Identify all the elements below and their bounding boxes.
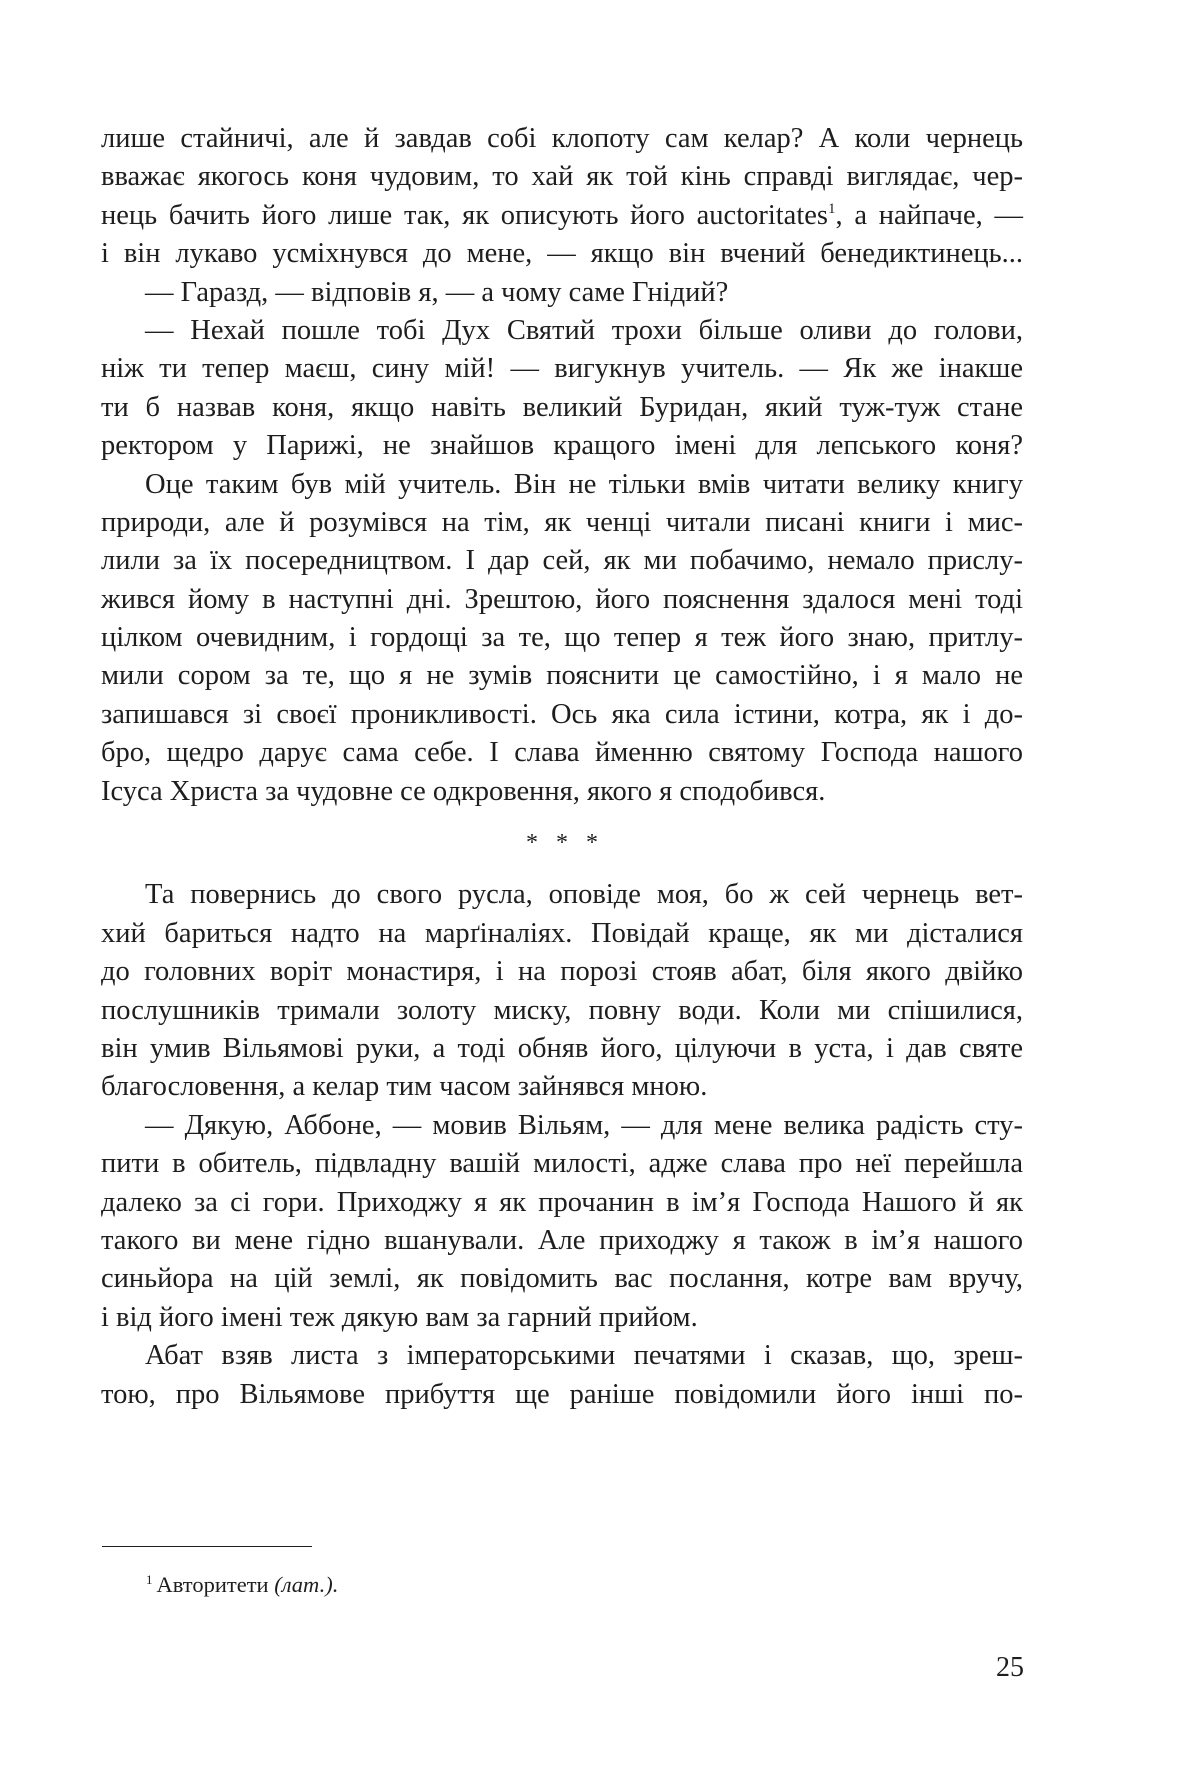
- text-line: лили за їх посередництвом. І дар сей, як ми побачимо, немало прислу-: [101, 545, 1023, 577]
- text-line: далеко за сі гори. Приходжу я як прочанин в ім’я Господа Нашого й як: [101, 1186, 1023, 1218]
- page-number: 25: [996, 1652, 1024, 1683]
- text-line: запишався зі своєї проникливості. Ось яка сила істини, котра, як і до-: [101, 698, 1023, 730]
- text-line: Оце таким був мій учитель. Він не тільки вмів читати велику книгу: [145, 468, 1023, 500]
- text-line: жився йому в наступні дні. Зрештою, його пояснення здалося мені тоді: [101, 583, 1023, 615]
- text-fragment: , а найпаче, —: [835, 199, 1024, 231]
- text-line: Та повернись до свого русла, оповіде моя, бо ж сей чернець вет-: [145, 879, 1023, 911]
- text-line: — Дякую, Аббоне, — мовив Вільям, — для мене велика радість сту-: [145, 1109, 1023, 1141]
- footnote-text: Авторитети: [156, 1572, 269, 1597]
- footnote-reference[interactable]: 1: [828, 200, 836, 217]
- footnote: [146, 1570, 338, 1600]
- text-line: мили сором за те, що я не зумів пояснити це самостійно, і я мало не: [101, 660, 1023, 692]
- page-body: [101, 120, 1023, 1414]
- text-line: вважає якогось коня чудовим, то хай як той кінь справді виглядає, чер-: [101, 161, 1023, 193]
- text-line: бро, щедро дарує сама себе. І слава йменню святому Господа нашого: [101, 737, 1023, 769]
- text-line: [101, 197, 1023, 235]
- text-line: пити в обитель, підвладну вашій милості, адже слава про неї перейшла: [101, 1148, 1023, 1180]
- section-separator: * * *: [526, 830, 604, 857]
- text-fragment: нець бачить його лише так, як описують його auctoritates: [101, 199, 828, 231]
- text-line: послушників тримали золоту миску, повну води. Коли ми спішилися,: [101, 994, 1023, 1026]
- text-line: — Гаразд, — відповів я, — а чому саме Гнідий?: [145, 276, 729, 308]
- text-line: синьйора на цій землі, як повідомить вас послання, котре вам вручу,: [101, 1263, 1023, 1295]
- text-line: і від його імені теж дякую вам за гарний прийом.: [101, 1301, 698, 1333]
- text-line: ти б назвав коня, якщо навіть великий Буридан, який туж-туж стане: [101, 391, 1023, 423]
- text-line: цілком очевидним, і гордощі за те, що тепер я теж його знаю, притлу-: [101, 622, 1023, 654]
- text-line: до головних воріт монастиря, і на порозі стояв абат, біля якого двійко: [101, 956, 1023, 988]
- text-line: і він лукаво усміхнувся до мене, — якщо він вчений бенедиктинець...: [101, 238, 1023, 270]
- footnote-divider: [102, 1546, 312, 1547]
- text-line: ректором у Парижі, не знайшов кращого імені для лепського коня?: [101, 430, 1023, 462]
- text-line: Абат взяв листа з імператорськими печатями і сказав, що, зреш-: [145, 1340, 1023, 1372]
- text-line: він умив Вільямові руки, а тоді обняв його, цілуючи в уста, і дав святе: [101, 1032, 1023, 1064]
- text-line: — Нехай пошле тобі Дух Святий трохи більше оливи до голови,: [145, 314, 1023, 346]
- text-line: природи, але й розумівся на тім, як ченці читали писані книги і мис-: [101, 506, 1023, 538]
- text-line: тою, про Вільямове прибуття ще раніше повідомили його інші по-: [101, 1378, 1023, 1410]
- text-line: благословення, а келар тим часом зайнявся мною.: [101, 1071, 708, 1103]
- text-line: лише стайничі, але й завдав собі клопоту сам келар? А коли чернець: [101, 123, 1023, 154]
- text-line: Ісуса Христа за чудовне се одкровення, якого я сподобився.: [101, 775, 826, 807]
- text-line: хий бариться надто на марґіналіях. Повідай краще, як ми дісталися: [101, 917, 1023, 949]
- text-line: ніж ти тепер маєш, сину мій! — вигукнув учитель. — Як же інакше: [101, 353, 1023, 385]
- footnote-mark: 1: [146, 1572, 153, 1587]
- text-line: такого ви мене гідно вшанували. Але приходжу я також в ім’я нашого: [101, 1224, 1023, 1256]
- footnote-language-note: (лат.).: [274, 1572, 339, 1597]
